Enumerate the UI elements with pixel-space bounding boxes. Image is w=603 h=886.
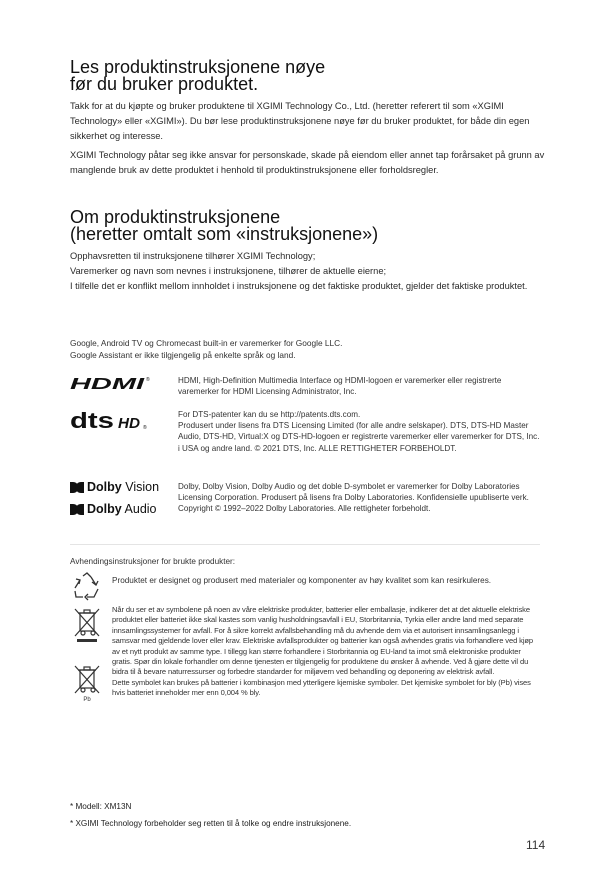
liability-paragraph: XGIMI Technology påtar seg ikke ansvar for personskade, skade på eiendom eller annet tap forårsaket på grunn av manglende bruk av dette produktet i henhold til produktinstruksjonene eller forholdsregler. <box>70 150 545 176</box>
crossed-bin-battery-icon <box>72 662 102 702</box>
hdmi-logo-icon <box>70 375 152 391</box>
dolby-vision-word: Vision <box>125 480 160 494</box>
page-number: 114 <box>526 838 546 852</box>
recycle-icon <box>72 571 102 601</box>
copyright-paragraph: Opphavsretten til instruksjonene tilhører XGIMI Technology; Varemerker og navn som nevnes i instruksjonene, tilhører de aktuelle eierne; I tilfelle det er konflikt mellom innholdet i instruksjonene og det faktiske produktet, gjelder det faktiske produktet. <box>70 251 528 292</box>
double-d-icon <box>70 482 84 493</box>
hdmi-reg-mark: ® <box>146 377 150 383</box>
weee-text: Når du ser et av symbolene på noen av våre elektriske produkter, batterier eller emballasje, indikerer det at det aktuelle elektriske produktet eller batteriet ikke skal kastes som vanlig husholdningsavfall i EU, Storbritannia, Tyrkia eller andre land med separate innsamlingssystemer for avfall. For å sikre korrekt avfallsbehandling må du avhende dem via et autorisert innsamlingsanlegg i samsvar med gjeldende lover eller krav. Elektriske avfallsprodukter og batterier kan også avhendes gratis via forhandlere ved kjøp av et nytt produkt av samme type. I tillegg kan større forhandlere i Storbritannia og EU-land ta imot små elektroniske produkter gratis. Spør din lokale forhandler om denne tjenesten er tilgjengelig for produktene du ønsker å avhende. Ved å gjøre dette vil du bidra til å bevare naturressurser og forbedre standarder for miljøvern ved behandling og deponering av elektrisk avfall. Dette symbolet kan brukes på batterier i kombinasjon med ytterligere kjemiske symboler. Det kjemiske symbolet for bly (Pb) vises hvis batteriet inneholder mer enn 0,004 % bly. <box>112 605 534 698</box>
dolby-vision-logo <box>70 480 159 494</box>
dolby-audio-word: Audio <box>124 502 157 516</box>
dolby-trademark-text: Dolby, Dolby Vision, Dolby Audio og det doble D-symbolet er varemerker for Dolby Laboratories Licensing Corporation. Produsert på lisens fra Dolby Laboratories. Konfidensielle upubliserte verk. Copyright © 1992–2022 Dolby Laboratories. Alle rettigheter forbeholdt. <box>178 482 529 514</box>
dolby-audio-logo <box>70 502 157 516</box>
google-trademark-note: Google, Android TV og Chromecast built-in er varemerker for Google LLC. Google Assistant er ikke tilgjengelig på enkelte språk og land. <box>70 338 343 360</box>
double-d-icon <box>70 504 84 515</box>
hd-logo-text: HD <box>118 415 141 432</box>
crossed-bin-icon <box>72 605 102 645</box>
dts-reg-mark: ® <box>143 425 147 431</box>
section-title-read-instructions: Les produktinstruksjonene nøye før du bruker produktet. <box>70 57 326 94</box>
intro-paragraph: Takk for at du kjøpte og bruker produktene til XGIMI Technology Co., Ltd. (heretter referert til som «XGIMI Technology» eller «XGIMI»). Du bør lese produktinstruksjonene nøye før du bruker produktet, for både din egen sikkerhet og interesse. <box>70 101 530 142</box>
section-title-about-instructions: Om produktinstruksjonene (heretter omtalt som «instruksjonene») <box>70 207 379 244</box>
hdmi-trademark-text: HDMI, High-Definition Multimedia Interface og HDMI-logoen er varemerker eller registrerte varemerker for HDMI Licensing Administrator, Inc. <box>178 376 502 397</box>
dolby-brand-text: Dolby <box>87 502 122 516</box>
hdmi-logo-text: HDMI <box>70 376 145 391</box>
dts-trademark-text: For DTS-patenter kan du se http://patents.dts.com. Produsert under lisens fra DTS Licensing Limited (for alle andre selskaper). DTS, DTS-HD Master Audio, DTS-HD, Virtual:X og DTS-HD-logoen er registrerte varemerker eller varemerker for DTS, Inc. i USA og andre land. © 2021 DTS, Inc. ALLE RETTIGHETER FORBEHOLDT. <box>178 410 540 453</box>
model-note: * Modell: XM13N <box>70 802 132 811</box>
disposal-title: Avhendingsinstruksjoner for brukte produkter: <box>70 557 236 566</box>
dts-hd-logo-icon <box>70 409 152 433</box>
recycle-text: Produktet er designet og produsert med materialer og komponenter av høy kvalitet som kan resirkuleres. <box>112 576 492 585</box>
dts-logo-text: dts <box>70 409 114 433</box>
section-divider <box>70 544 540 545</box>
lead-symbol-text: Pb <box>83 697 91 702</box>
rights-note: * XGIMI Technology forbeholder seg retten til å tolke og endre instruksjonene. <box>70 819 352 828</box>
dolby-brand-text: Dolby <box>87 480 122 494</box>
